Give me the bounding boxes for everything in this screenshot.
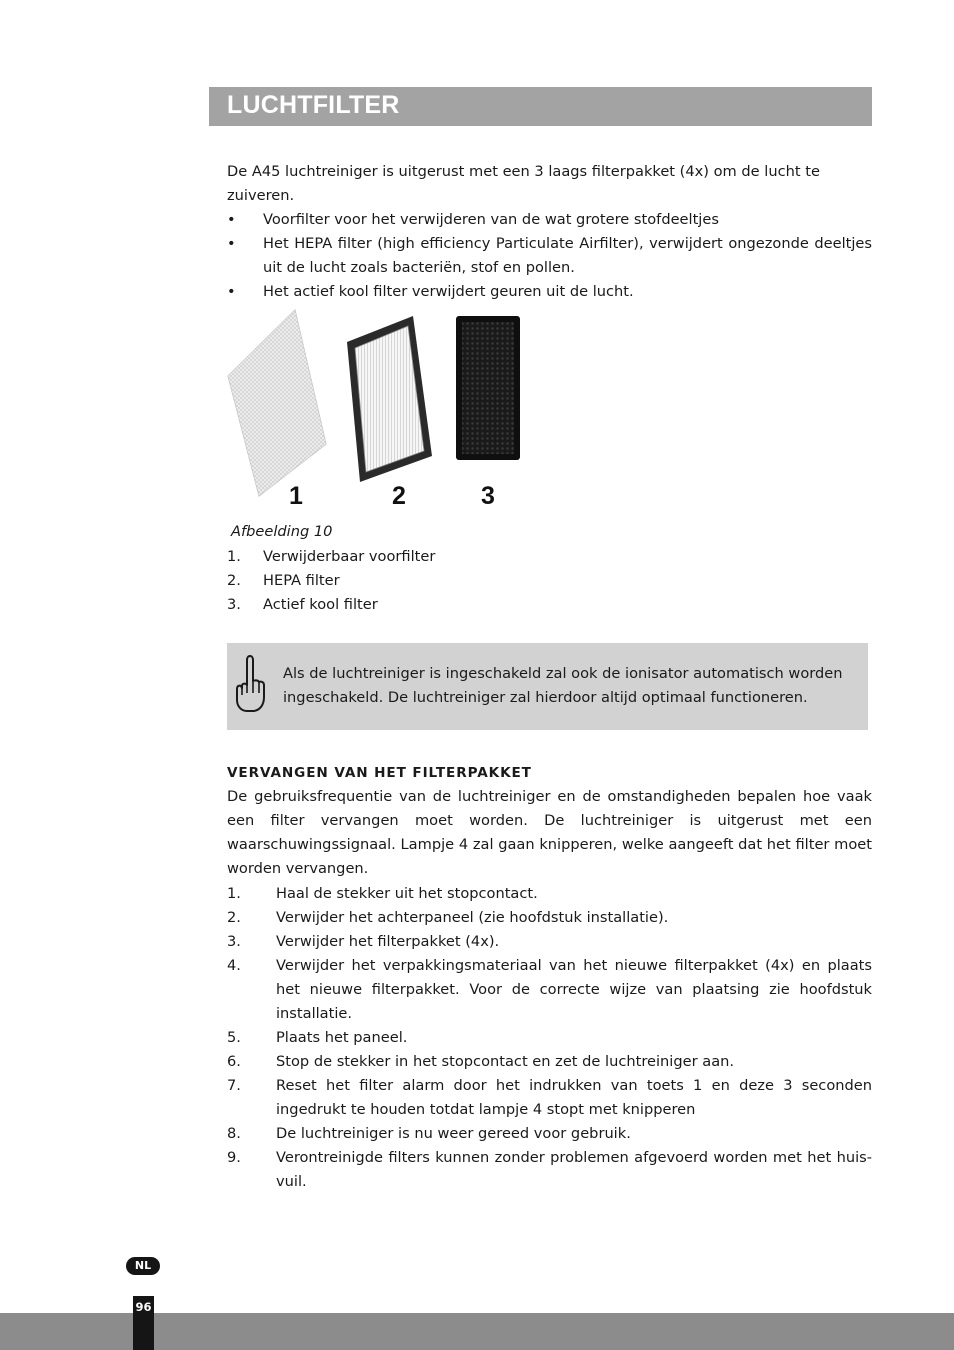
list-item bbox=[227, 569, 872, 593]
step-number: 4. bbox=[227, 957, 241, 974]
section-paragraph: De gebruiksfrequentie van de luchtreiniger en de omstandigheden bepalen hoe vaak een filter vervangen moet worden. De luchtreiniger is uitgerust met een waarschuwingssignaal. Lampje 4 zal gaan knipperen, welke aangeeft dat het filter moet worden vervangen. bbox=[227, 788, 872, 877]
note-box bbox=[227, 643, 868, 730]
list-item bbox=[227, 1074, 872, 1122]
step-text: Verwijder het achterpaneel (zie hoofdstuk installatie). bbox=[276, 909, 669, 926]
bullet-icon: • bbox=[227, 283, 236, 300]
step-number: 8. bbox=[227, 1125, 241, 1142]
bullet-text: Het HEPA filter (high efficiency Particulate Airfilter), verwijdert ongezonde deeltjes uit de lucht zoals bacteriën, stof en pollen. bbox=[263, 235, 872, 276]
list-item bbox=[227, 593, 872, 617]
list-item bbox=[227, 1122, 872, 1146]
step-text: Verwijder het verpakkingsmateriaal van het nieuwe filterpakket (4x) en plaats het nieuwe filterpakket. Voor de correcte wijze van plaatsing zie hoofdstuk installatie. bbox=[276, 957, 872, 1022]
pointing-hand-icon bbox=[233, 653, 267, 715]
intro-text: De A45 luchtreiniger is uitgerust met een 3 laags filterpakket (4x) om de lucht te zuiveren. bbox=[227, 163, 820, 204]
bullet-icon: • bbox=[227, 235, 236, 252]
list-item bbox=[227, 1050, 872, 1074]
item-number: 2. bbox=[227, 572, 241, 589]
page-title: LUCHTFILTER bbox=[227, 91, 400, 119]
bullet-icon: • bbox=[227, 211, 236, 228]
step-text: Verontreinigde filters kunnen zonder problemen afgevoerd worden met het huis-vuil. bbox=[276, 1149, 872, 1190]
item-text: HEPA filter bbox=[263, 572, 340, 589]
section-title: VERVANGEN VAN HET FILTERPAKKET bbox=[227, 765, 532, 781]
figure-caption: Afbeelding 10 bbox=[231, 523, 333, 540]
list-item bbox=[227, 232, 872, 280]
step-number: 3. bbox=[227, 933, 241, 950]
step-number: 9. bbox=[227, 1149, 241, 1166]
step-number: 6. bbox=[227, 1053, 241, 1070]
list-item bbox=[227, 545, 872, 569]
hepa-filter-image bbox=[347, 316, 432, 482]
step-text: Reset het filter alarm door het indrukken van toets 1 en deze 3 seconden ingedrukt te houden totdat lampje 4 stopt met knipperen bbox=[276, 1077, 872, 1118]
step-number: 5. bbox=[227, 1029, 241, 1046]
filter-parts-list bbox=[227, 545, 872, 617]
page-number: 96 bbox=[133, 1296, 154, 1350]
carbon-filter-image bbox=[456, 316, 520, 460]
list-item bbox=[227, 280, 872, 304]
item-text: Actief kool filter bbox=[263, 596, 378, 613]
list-item bbox=[227, 1146, 872, 1194]
figure-label-1: 1 bbox=[289, 482, 303, 510]
list-item bbox=[227, 208, 872, 232]
step-text: Verwijder het filterpakket (4x). bbox=[276, 933, 500, 950]
item-number: 1. bbox=[227, 548, 241, 565]
step-text: Haal de stekker uit het stopcontact. bbox=[276, 885, 538, 902]
filter-figure bbox=[225, 306, 535, 516]
filter-bullet-list bbox=[227, 208, 872, 304]
bullet-text: Het actief kool filter verwijdert geuren uit de lucht. bbox=[263, 283, 634, 300]
step-text: De luchtreiniger is nu weer gereed voor gebruik. bbox=[276, 1125, 631, 1142]
list-item bbox=[227, 930, 872, 954]
step-number: 2. bbox=[227, 909, 241, 926]
list-item bbox=[227, 954, 872, 1026]
step-text: Stop de stekker in het stopcontact en zet de luchtreiniger aan. bbox=[276, 1053, 735, 1070]
replacement-steps-list bbox=[227, 882, 872, 1194]
prefilter-image bbox=[228, 310, 326, 496]
list-item bbox=[227, 906, 872, 930]
item-text: Verwijderbaar voorfilter bbox=[263, 548, 436, 565]
note-text: Als de luchtreiniger is ingeschakeld zal ook de ionisator automatisch worden ingeschakeld. De luchtreiniger zal hierdoor altijd optimaal functioneren. bbox=[283, 665, 843, 706]
list-item bbox=[227, 1026, 872, 1050]
language-badge: NL bbox=[126, 1257, 160, 1275]
figure-label-3: 3 bbox=[481, 482, 495, 510]
title-bar bbox=[209, 87, 872, 126]
step-number: 1. bbox=[227, 885, 241, 902]
bullet-text: Voorfilter voor het verwijderen van de wat grotere stofdeeltjes bbox=[263, 211, 719, 228]
figure-label-2: 2 bbox=[392, 482, 406, 510]
item-number: 3. bbox=[227, 596, 241, 613]
step-number: 7. bbox=[227, 1077, 241, 1094]
list-item bbox=[227, 882, 872, 906]
step-text: Plaats het paneel. bbox=[276, 1029, 408, 1046]
